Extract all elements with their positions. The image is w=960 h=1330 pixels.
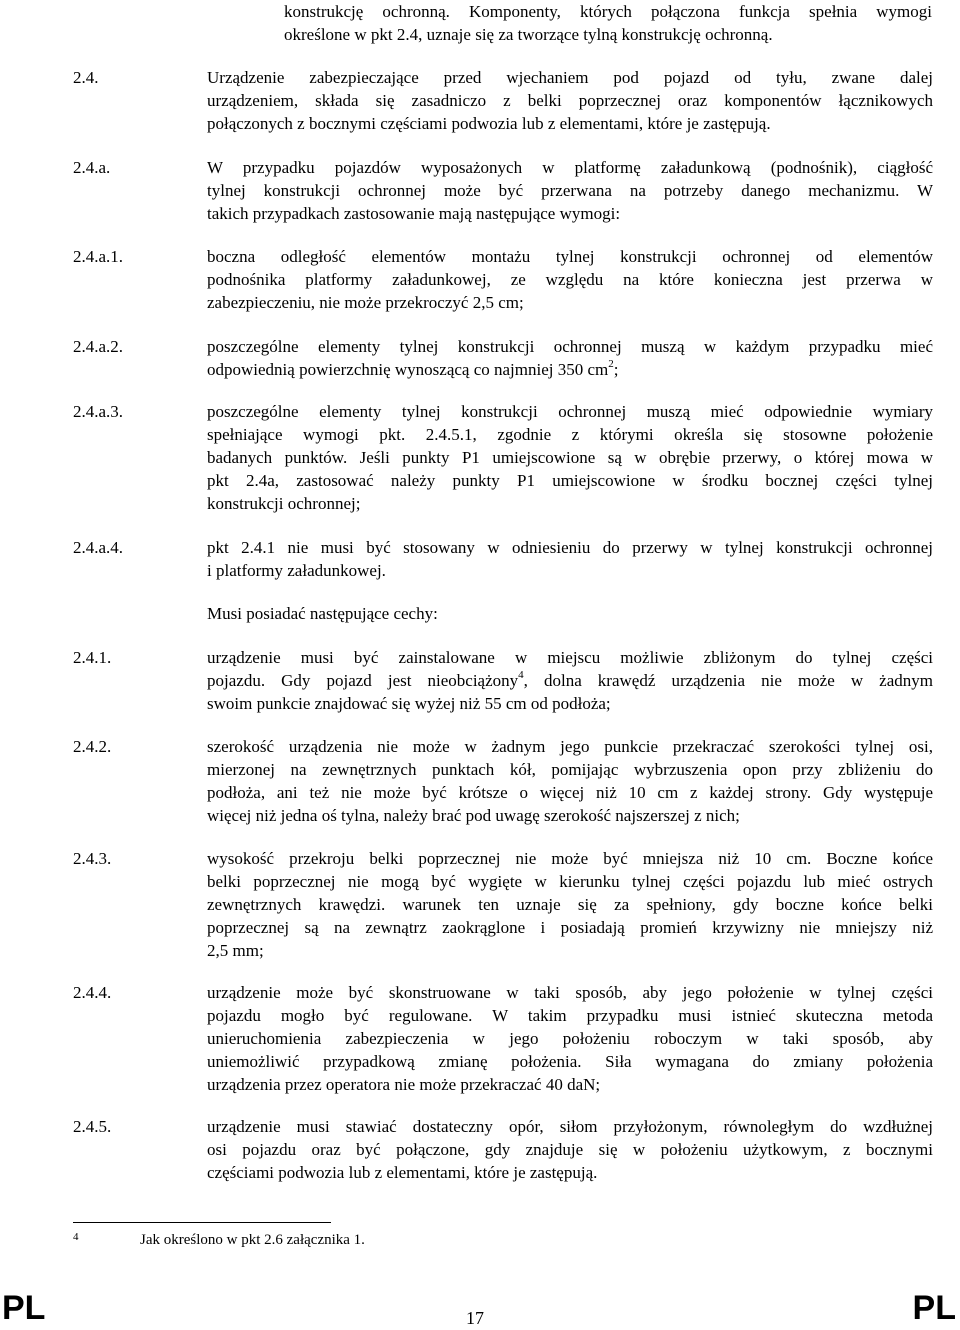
section-number: 2.4.a.: [73, 158, 111, 177]
continuation-paragraph: [284, 0, 932, 46]
text-line: częściami podwozia lub z elementami, które je zastępują.: [207, 1163, 598, 1182]
section-body: [207, 335, 933, 381]
text-line: urządzenia przez operatora nie może przekraczać 40 daN;: [207, 1075, 601, 1094]
section-2-4-a: [73, 156, 933, 225]
text-line: urządzenie musi być zainstalowane w miejscu możliwie zbliżonym do tylnej części: [207, 648, 933, 667]
text-line: pojazdu mogło być regulowane. W takim przypadku musi istnieć skuteczna metoda: [207, 1006, 933, 1025]
section-2-4-a-1: [73, 245, 933, 314]
superscript: 2: [608, 358, 614, 371]
text-line: wysokość przekroju belki poprzecznej nie może być mniejsza niż 10 cm. Boczne końce: [207, 849, 933, 868]
section-number: 2.4.2.: [73, 737, 112, 756]
section-2-4-2: [73, 735, 933, 827]
footnote-text: Jak określono w pkt 2.6 załącznika 1.: [140, 1232, 365, 1248]
section-body: [207, 536, 933, 582]
text-fragment: odpowiednią powierzchnię wynoszącą co najmniej 350 cm: [207, 360, 609, 379]
text-line: boczna odległość elementów montażu tylnej konstrukcji ochronnej od elementów: [207, 247, 933, 266]
page-number: 17: [466, 1308, 484, 1328]
section-body: [207, 847, 933, 962]
section-number: 2.4.: [73, 68, 99, 87]
text-line: poszczególne elementy tylnej konstrukcji ochronnej muszą w każdym przypadku mieć: [207, 337, 933, 356]
text-line: takich przypadkach zastosowanie mają następujące wymogi:: [207, 204, 621, 223]
text-line: podnośnika platformy załadunkowej, ze względu na które konieczna jest przerwa w: [207, 270, 933, 289]
section-2-4-5: [73, 1115, 933, 1184]
section-body: [207, 646, 933, 715]
section-body: [207, 156, 933, 225]
text-fragment: , dolna krawędź urządzenia nie może w żadnym: [523, 671, 933, 690]
text-line: tylnej konstrukcji ochronnej może być przerwana na potrzeby danego mechanizmu. W: [207, 181, 933, 200]
text-line: konstrukcję ochronną. Komponenty, których połączona funkcja spełnia wymogi: [284, 2, 932, 21]
section-number: 2.4.5.: [73, 1117, 112, 1136]
text-line: i platformy załadunkowej.: [207, 561, 386, 580]
text-line: [207, 669, 933, 692]
footnote-mark: 4: [73, 1231, 79, 1243]
section-number: 2.4.3.: [73, 849, 112, 868]
section-2-4: [73, 66, 933, 135]
footnote-ref: 4: [518, 669, 524, 682]
section-number: 2.4.4.: [73, 983, 112, 1002]
text-line: Urządzenie zabezpieczające przed wjechaniem pod pojazd od tyłu, zwane dalej: [207, 68, 933, 87]
section-number: 2.4.a.3.: [73, 402, 124, 421]
text-line: pkt 2.4a, zastosować należy punkty P1 umiejscowione w środku bocznej części tylnej: [207, 471, 933, 490]
text-line: poprzecznej są na zewnątrz zaokrąglone i posiadają promień krzywizny nie mniejszy niż: [207, 918, 933, 937]
text-line: pkt 2.4.1 nie musi być stosowany w odniesieniu do przerwy w tylnej konstrukcji ochronnej: [207, 538, 933, 557]
section-body: [207, 1115, 933, 1184]
text-line: W przypadku pojazdów wyposażonych w platformę załadunkową (podnośnik), ciągłość: [207, 158, 933, 177]
text-fragment: ;: [613, 360, 619, 379]
text-line: mierzonej na zewnętrznych punktach kół, pomijając wybrzuszenia opon przy zbliżeniu do: [207, 760, 933, 779]
section-number: 2.4.a.4.: [73, 538, 124, 557]
text-line: szerokość urządzenia nie może w żadnym jego punkcie przekraczać szerokości tylnej osi,: [207, 737, 933, 756]
section-number: 2.4.a.2.: [73, 337, 124, 356]
footnote-separator: [73, 1222, 331, 1223]
section-body: [207, 245, 933, 314]
text-line: spełniające wymogi pkt. 2.4.5.1, zgodnie z którymi określa się stosowne położenie: [207, 425, 933, 444]
text-line: [207, 358, 933, 381]
section-body: [207, 735, 933, 827]
footer-language-left: PL: [2, 1289, 46, 1327]
section-body: [207, 981, 933, 1096]
section-2-4-a-4: [73, 536, 933, 582]
text-line: poszczególne elementy tylnej konstrukcji ochronnej muszą mieć odpowiednie wymiary: [207, 402, 933, 421]
section-2-4-1: [73, 646, 933, 715]
footer-language-right: PL: [912, 1289, 956, 1327]
section-2-4-4: [73, 981, 933, 1096]
text-line: konstrukcji ochronnej;: [207, 494, 361, 513]
text-line: badanych punktów. Jeśli punkty P1 umiejscowione są w obrębie przerwy, o której mowa w: [207, 448, 933, 467]
section-number: 2.4.1.: [73, 648, 112, 667]
text-line: urządzenie musi stawiać dostateczny opór, siłom przyłożonym, równoległym do wzdłużnej: [207, 1117, 933, 1136]
text-line: więcej niż jedna oś tylna, należy brać pod uwagę szerokość najszerszej z nich;: [207, 806, 740, 825]
text-line: określone w pkt 2.4, uznaje się za tworzące tylną konstrukcję ochronną.: [284, 25, 773, 44]
section-body: [207, 66, 933, 135]
text-line: unieruchomienia zabezpieczenia w jego położeniu roboczym w taki sposób, aby: [207, 1029, 933, 1048]
section-2-4-a-2: [73, 335, 933, 381]
text-fragment: pojazdu. Gdy pojazd jest nieobciążony: [207, 671, 519, 690]
section-number: 2.4.a.1.: [73, 247, 124, 266]
intro-line: Musi posiadać następujące cechy:: [207, 604, 438, 623]
text-line: urządzenie może być skonstruowane w taki sposób, aby jego położenie w tylnej części: [207, 983, 933, 1002]
text-line: zabezpieczeniu, nie może przekroczyć 2,5 cm;: [207, 293, 524, 312]
text-line: swoim punkcie znajdować się wyżej niż 55 cm od podłoża;: [207, 694, 611, 713]
section-2-4-a-3: [73, 400, 933, 515]
text-line: osi pojazdu oraz być połączone, gdy znajduje się w położeniu użytkowym, z bocznymi: [207, 1140, 933, 1159]
section-body: [207, 400, 933, 515]
text-line: belki poprzecznej nie mogą być wygięte w kierunku tylnej części pojazdu lub mieć ostrych: [207, 872, 933, 891]
text-line: urządzeniem, składa się zasadniczo z belki poprzecznej oraz komponentów łącznikowych: [207, 91, 933, 110]
text-line: uniemożliwić przypadkową zmianę położenia. Siła wymagana do zmiany położenia: [207, 1052, 933, 1071]
text-line: połączonych z bocznymi częściami podwozia lub z elementami, które je zastępują.: [207, 114, 771, 133]
text-line: podłoża, ani też nie może być krótsze o więcej niż 10 cm z każdej strony. Gdy występuje: [207, 783, 933, 802]
text-line: zewnętrznych krawędzi. warunek ten uznaje się za spełniony, gdy boczne końce belki: [207, 895, 933, 914]
text-line: 2,5 mm;: [207, 941, 264, 960]
section-2-4-3: [73, 847, 933, 962]
